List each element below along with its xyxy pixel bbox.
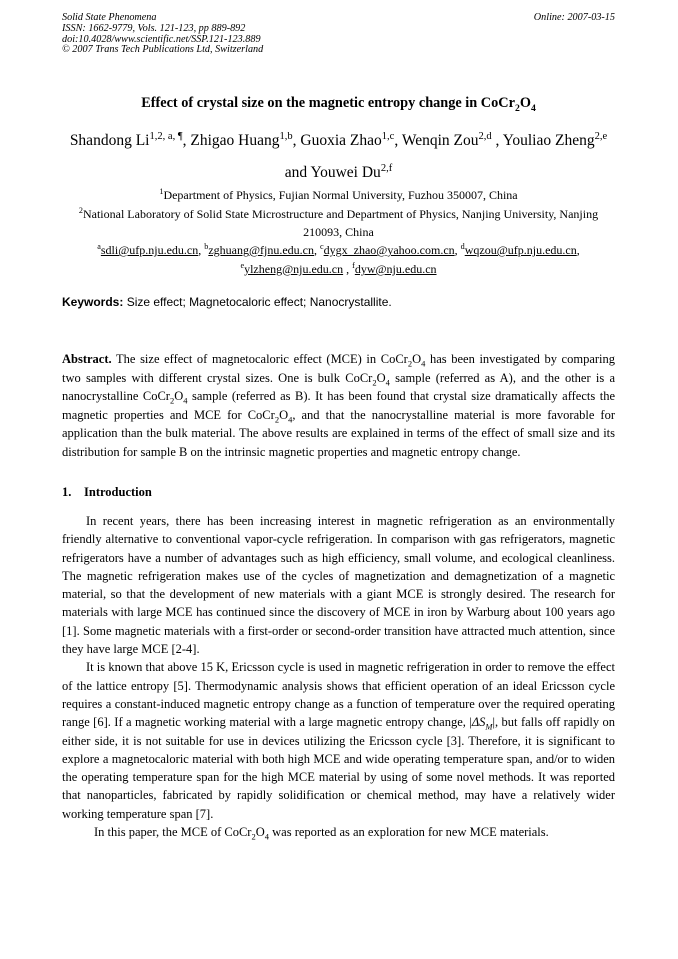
email-f: $^f$dyw@nju.edu.cn — [352, 261, 437, 276]
abstract: Abstract. The size effect of magnetocaloric effect (MCE) in $CoCr_2O_4$ has been investigated by comparing two samples with different crystal sizes. One is bulk $CoCr_2O_4$ sample (referred as A), and the other is a nanocrystalline $CoCr_2O_4$ sample (referred as B). It has been found that crystal size dramatically affects the magnetic properties and MCE for $CoCr_2O_4$, and that the nanocrystalline material is more favorable for application than the bulk material. The above results are explained in terms of the effect of small size and its distribution for sample B on the intrinsic magnetic properties and magnetic entropy change. — [62, 352, 616, 459]
email-link[interactable]: zghuang@fjnu.edu.cn — [208, 243, 314, 257]
paragraph: In recent years, there has been increasing interest in magnetic refrigeration as an environmentally friendly alternative to conventional vapor-cycle refrigeration. In comparison with gas refrigerators, magnetic refrigerators have a number of advantages such as high efficiency, small volume, and ecological cleanliness. The magnetic refrigeration makes use of the cycles of magnetization and demagnetization of a magnetic material, so that the development of new materials with a giant MCE is strongly desired. The research for materials with large MCE has continued since the discovery of MCE in iron by Warburg about 100 years ago [1]. Some magnetic materials with a first-order or second-order transition have attracted much attention, since they have large MCE [2-4]. — [62, 514, 615, 657]
keywords: Keywords: Size effect; Magnetocaloric effect; Nanocrystallite. — [62, 295, 392, 309]
email-list — [62, 241, 615, 279]
copyright-line: © 2007 Trans Tech Publications Ltd, Switzerland — [62, 44, 264, 56]
abstract-label: Abstract. — [62, 352, 112, 366]
doi-line: doi:10.4028/www.scientific.net/SSP.121-123.889 — [62, 33, 261, 45]
author: Shandong $Li^{1,2, a, \P}$, — [69, 130, 191, 149]
section-heading: 1. Introduction — [62, 485, 152, 499]
email-link[interactable]: wqzou@ufp.nju.edu.cn — [464, 243, 577, 257]
paper-title: Effect of crystal size on the magnetic entropy change in $CoCr_2O_4$ — [141, 95, 536, 114]
author: Zhigao Huang$^{1,b}$, — [190, 130, 301, 149]
author-list — [62, 125, 615, 189]
email-c: $^c$dygx_zhao@yahoo.com.cn, — [320, 242, 461, 257]
author: Youwei Du$^{2,f}$ — [310, 162, 393, 181]
author: Youliao Zheng$^{2,e}$ and — [284, 130, 608, 181]
author: Guoxia Zhao$^{1,c}$, — [300, 130, 402, 149]
affiliation-1: $^1$Department of Physics, Fujian Normal University, Fuzhou 350007, China — [159, 187, 518, 202]
email-b: $^b$zghuang@fjnu.edu.cn, — [204, 242, 320, 257]
issn-line: ISSN: 1662-9779, Vols. 121-123, pp 889-892 — [62, 22, 246, 34]
affiliation-2: $^2$National Laboratory of Solid State Microstructure and Department of Physics, Nanjing University, Nanjing 210093, China — [78, 206, 599, 239]
email-e: $^e$ylzheng@nju.edu.cn , — [240, 261, 353, 276]
email-link[interactable]: ylzheng@nju.edu.cn — [244, 262, 344, 276]
email-a: $^a$sdli@ufp.nju.edu.cn, — [97, 242, 205, 257]
author: Wenqin Zou$^{2,d}$ , — [401, 130, 503, 149]
paragraph: In this paper, the MCE of $CoCr_2O_4$ was reported as an exploration for new MCE materials. — [94, 825, 549, 842]
email-link[interactable]: sdli@ufp.nju.edu.cn — [100, 243, 199, 257]
journal-header — [62, 13, 263, 56]
introduction-body — [62, 512, 615, 841]
paragraph: It is known that above 15 K, Ericsson cycle is used in magnetic refrigeration in order to remove the effect of the lattice entropy [5]. Thermodynamic analysis shows that efficient operation of an ideal Ericsson cycle requires a constant-induced magnetic entropy change as a function of temperature over the required operating range [6]. If a magnetic working material with a large magnetic entropy change, $|\Delta S_M|$, but falls off rapidly on either side, it is not suitable for use in devices utilizing the Ericsson cycle [3]. Therefore, it is significant to explore a magnetocaloric material with both high MCE and wide operating temperature span, and/or to widen the operating temperature span for the high MCE material by using of some novel methods. It was reported that nanoparticles, fabricated by rapidly solidification or chemical method, may have a relatively wider working temperature span [7]. — [62, 660, 615, 821]
email-d: $^d$wqzou@ufp.nju.edu.cn, — [460, 242, 580, 257]
online-date: Online: 2007-03-15 — [533, 12, 615, 23]
email-link[interactable]: dyw@nju.edu.cn — [354, 262, 437, 276]
journal-name: Solid State Phenomena — [62, 12, 157, 23]
email-link[interactable]: dygx_zhao@yahoo.com.cn — [323, 243, 455, 257]
